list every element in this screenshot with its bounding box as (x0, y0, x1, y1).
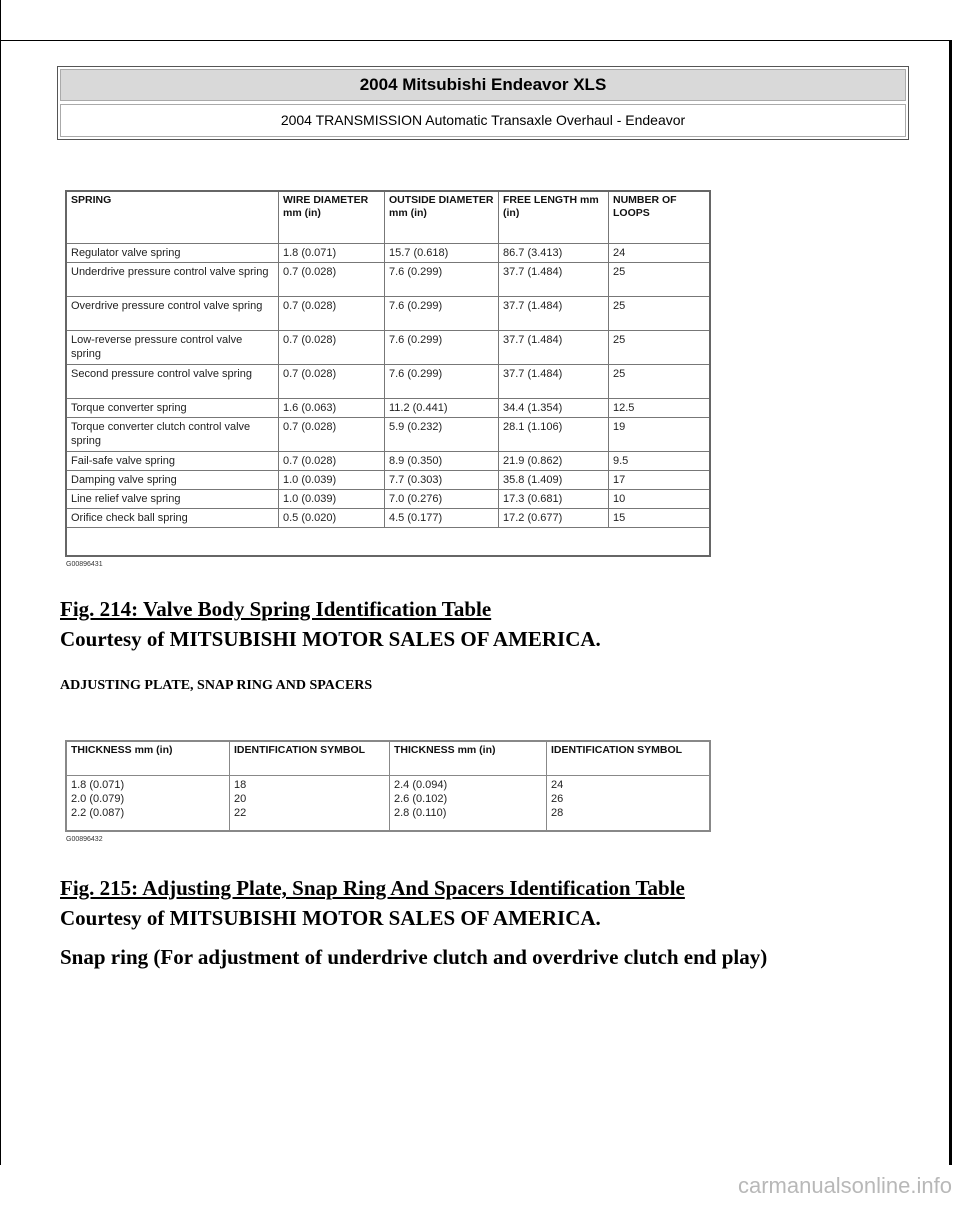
table-cell: 1.6 (0.063) (279, 399, 385, 418)
table-cell: 12.5 (609, 399, 709, 418)
cell-line: 2.6 (0.102) (394, 793, 448, 805)
table-cell: 8.9 (0.350) (385, 452, 499, 471)
table-header-cell: THICKNESS mm (in) (390, 742, 547, 776)
spring-name-cell: Underdrive pressure control valve spring (67, 263, 279, 297)
cell-line: 20 (234, 793, 247, 805)
figure-code: G00896432 (66, 836, 103, 843)
spring-name-cell: Fail-safe valve spring (67, 452, 279, 471)
fig-215-title: Fig. 215: Adjusting Plate, Snap Ring And Spacers Identification Table (60, 876, 685, 900)
table-header-cell: IDENTIFICATION SYMBOL (230, 742, 390, 776)
table-cell: 1.8 (0.071) (279, 244, 385, 263)
cell-line: 2.0 (0.079) (71, 793, 125, 805)
table-header-cell: OUTSIDE DIAMETER mm (in) (385, 192, 499, 244)
spring-name-cell: Torque converter spring (67, 399, 279, 418)
table-cell: 25 (609, 365, 709, 399)
table-cell: 28.1 (1.106) (499, 418, 609, 452)
cell-line: 1.8 (0.071) (71, 779, 125, 791)
cell-line: 18 (234, 779, 247, 791)
cell-line: 24 (551, 779, 564, 791)
table-cell: 1.0 (0.039) (279, 490, 385, 509)
cell-line: 2.2 (0.087) (71, 807, 125, 819)
table-cell: 7.6 (0.299) (385, 365, 499, 399)
table-cell: 1.0 (0.039) (279, 471, 385, 490)
table-cell: 0.7 (0.028) (279, 452, 385, 471)
table-cell: 15 (609, 509, 709, 528)
spring-name-cell: Orifice check ball spring (67, 509, 279, 528)
spring-name-cell: Line relief valve spring (67, 490, 279, 509)
cell-line: 2.8 (0.110) (394, 807, 447, 819)
spring-name-cell: Second pressure control valve spring (67, 365, 279, 399)
header-subtitle: 2004 TRANSMISSION Automatic Transaxle Overhaul - Endeavor (60, 104, 906, 137)
table-cell: 0.7 (0.028) (279, 331, 385, 365)
table-cell (390, 776, 547, 830)
table-cell: 9.5 (609, 452, 709, 471)
table-cell: 17.3 (0.681) (499, 490, 609, 509)
table-cell: 0.7 (0.028) (279, 418, 385, 452)
table-header-cell: FREE LENGTH mm (in) (499, 192, 609, 244)
table-cell: 17.2 (0.677) (499, 509, 609, 528)
cell-line: 26 (551, 793, 564, 805)
table-cell: 19 (609, 418, 709, 452)
table-cell: 21.9 (0.862) (499, 452, 609, 471)
table-cell: 37.7 (1.484) (499, 365, 609, 399)
table-cell: 34.4 (1.354) (499, 399, 609, 418)
table-cell: 25 (609, 331, 709, 365)
table-cell: 86.7 (3.413) (499, 244, 609, 263)
table-cell: 17 (609, 471, 709, 490)
table-cell: 7.6 (0.299) (385, 331, 499, 365)
table-cell: 5.9 (0.232) (385, 418, 499, 452)
spring-name-cell: Torque converter clutch control valve spring (67, 418, 279, 452)
table-cell: 7.6 (0.299) (385, 263, 499, 297)
header-title: 2004 Mitsubishi Endeavor XLS (60, 69, 906, 101)
table-header-cell: IDENTIFICATION SYMBOL (547, 742, 709, 776)
table-header-cell: NUMBER OF LOOPS (609, 192, 709, 244)
spring-name-cell: Overdrive pressure control valve spring (67, 297, 279, 331)
table-cell: 10 (609, 490, 709, 509)
table-cell: 7.0 (0.276) (385, 490, 499, 509)
table-cell: 7.7 (0.303) (385, 471, 499, 490)
table-cell: 37.7 (1.484) (499, 331, 609, 365)
table-cell: 4.5 (0.177) (385, 509, 499, 528)
table-cell: 37.7 (1.484) (499, 297, 609, 331)
figure-code: G00896431 (66, 561, 103, 568)
table-cell: 35.8 (1.409) (499, 471, 609, 490)
table-cell (67, 776, 230, 830)
spring-name-cell: Regulator valve spring (67, 244, 279, 263)
section-heading: ADJUSTING PLATE, SNAP RING AND SPACERS (60, 678, 373, 693)
table-header-cell: SPRING (67, 192, 279, 244)
table-cell: 15.7 (0.618) (385, 244, 499, 263)
table-cell: 0.7 (0.028) (279, 263, 385, 297)
watermark: carmanualsonline.info (737, 1173, 952, 1198)
fig-214-courtesy: Courtesy of MITSUBISHI MOTOR SALES OF AMERICA. (60, 627, 601, 651)
spring-name-cell: Low-reverse pressure control valve spring (67, 331, 279, 365)
table-cell (547, 776, 709, 830)
document-header (57, 66, 909, 140)
fig-214-title: Fig. 214: Valve Body Spring Identification Table (60, 597, 492, 621)
page-edge (0, 0, 1, 40)
table-cell: 0.7 (0.028) (279, 297, 385, 331)
spring-name-cell: Damping valve spring (67, 471, 279, 490)
table-header-cell: WIRE DIAMETER mm (in) (279, 192, 385, 244)
table-cell: 7.6 (0.299) (385, 297, 499, 331)
valve-body-spring-table (65, 190, 711, 557)
table-header-cell: THICKNESS mm (in) (67, 742, 230, 776)
table-cell: 24 (609, 244, 709, 263)
table-cell: 0.7 (0.028) (279, 365, 385, 399)
table-cell: 25 (609, 297, 709, 331)
cell-line: 22 (234, 807, 247, 819)
table-cell: 11.2 (0.441) (385, 399, 499, 418)
table-cell: 25 (609, 263, 709, 297)
table-cell: 37.7 (1.484) (499, 263, 609, 297)
snap-ring-heading: Snap ring (For adjustment of underdrive clutch and overdrive clutch end play) (60, 945, 768, 969)
cell-line: 28 (551, 807, 564, 819)
adjusting-plate-table (65, 740, 711, 832)
cell-line: 2.4 (0.094) (394, 779, 448, 791)
fig-215-courtesy: Courtesy of MITSUBISHI MOTOR SALES OF AMERICA. (60, 906, 601, 930)
table-cell: 0.5 (0.020) (279, 509, 385, 528)
table-cell (230, 776, 390, 830)
